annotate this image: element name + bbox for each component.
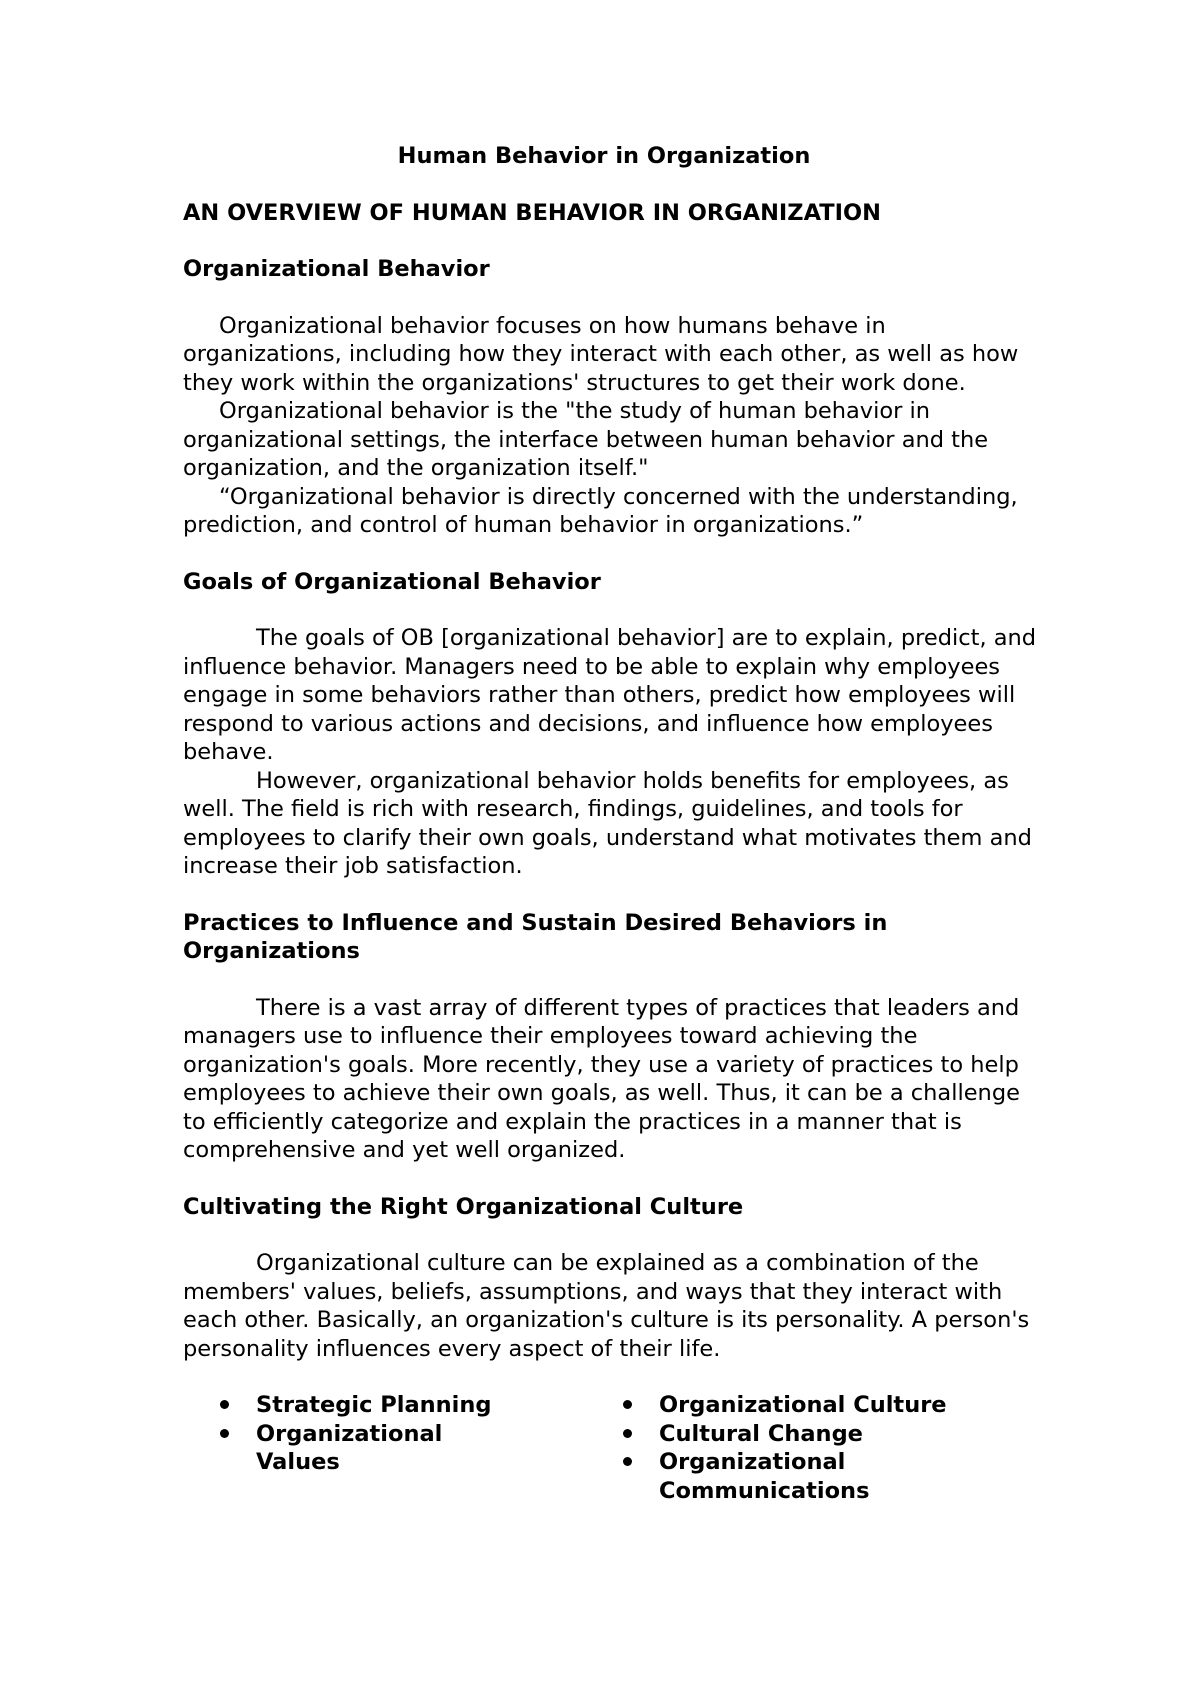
list-item: Organizational Culture [659, 1391, 966, 1420]
bullet-list-right [586, 1391, 966, 1505]
bullet-icon [623, 1429, 632, 1438]
overview-heading: AN OVERVIEW OF HUMAN BEHAVIOR IN ORGANIZATION [183, 199, 881, 226]
paragraph: There is a vast array of different types of practices that leaders and managers use to influence their employees toward achieving the organization's goals. More recently, they use a variety of practices to help employees to achieve their own goals, as well. Thus, it can be a challenge to efficiently categorize and explain the practices in a manner that is comprehensive and yet well organized. [183, 994, 1020, 1163]
document-body [183, 142, 1043, 1505]
bullet-icon [220, 1429, 229, 1438]
list-item: Cultural Change [659, 1420, 966, 1449]
section-culture [183, 1193, 1043, 1364]
paragraph: However, organizational behavior holds benefits for employees, as well. The field is rich with research, findings, guidelines, and tools for employees to clarify their own goals, understand what motivates them and increase their job satisfaction. [183, 767, 1032, 879]
list-item: Organizational Values [256, 1420, 516, 1477]
paragraph: The goals of OB [organizational behavior] are to explain, predict, and influence behavior. Managers need to be able to explain why employees engage in some behaviors rather than others, predict how employees will respond to various actions and decisions, and influence how employees behave. [183, 625, 1037, 765]
paragraph: Organizational behavior focuses on how humans behave in organizations, including how they interact with each other, as well as how they work within the organizations' structures to get their work done. [183, 312, 1019, 396]
section-heading: Organizational Behavior [183, 256, 490, 282]
bullet-columns [183, 1391, 1043, 1505]
bullet-icon [623, 1400, 632, 1409]
paragraph: “Organizational behavior is directly concerned with the understanding, prediction, and control of human behavior in organizations.” [183, 483, 1018, 538]
list-item: Strategic Planning [256, 1391, 516, 1420]
paragraph: Organizational behavior is the "the study of human behavior in organizational settings, the interface between human behavior and the organization, and the organization itself." [183, 398, 989, 481]
section-practices [183, 909, 1043, 1165]
section-heading: Practices to Influence and Sustain Desired Behaviors in Organizations [183, 909, 888, 964]
paragraph: Organizational culture can be explained as a combination of the members' values, beliefs, assumptions, and ways that they interact with each other. Basically, an organization's culture is its personality. A person's personality influences every aspect of their life. [183, 1250, 1030, 1362]
section-heading: Cultivating the Right Organizational Culture [183, 1193, 744, 1220]
bullet-icon [623, 1457, 632, 1466]
bullet-list-left [183, 1391, 586, 1505]
section-goals [183, 568, 1043, 881]
section-heading: Goals of Organizational Behavior [183, 568, 601, 595]
document-title: Human Behavior in Organization [397, 143, 811, 169]
bullet-icon [220, 1400, 229, 1409]
section-organizational-behavior [183, 255, 1043, 540]
list-item: Organizational Communications [659, 1448, 966, 1505]
